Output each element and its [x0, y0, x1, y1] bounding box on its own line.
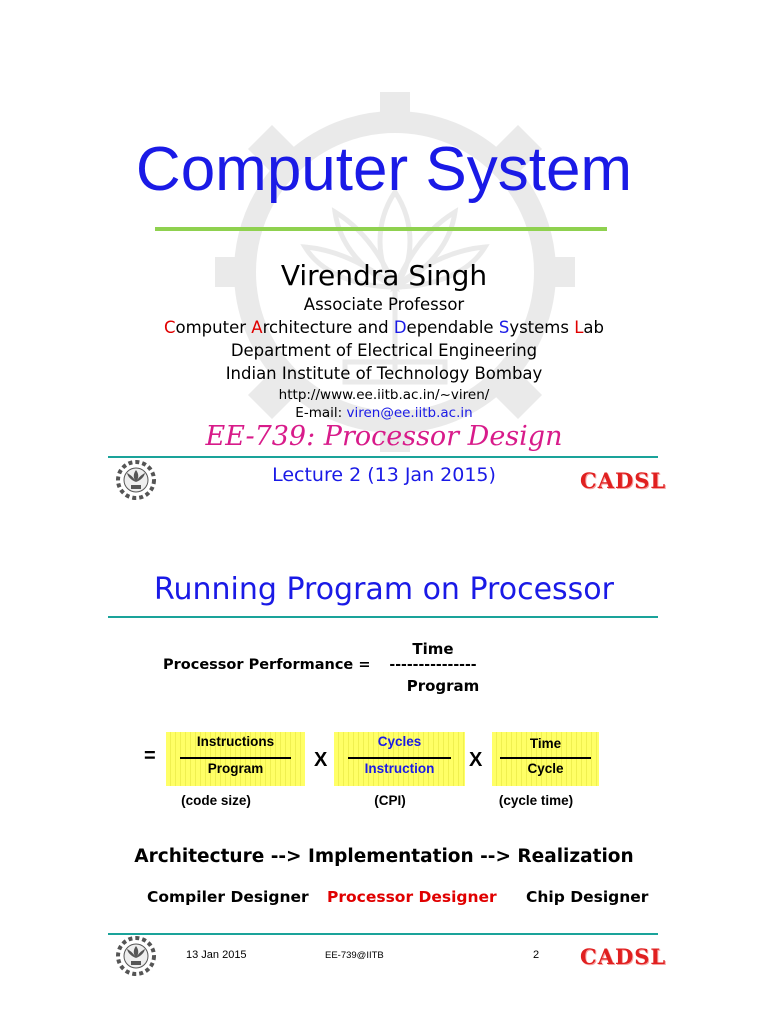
- cycle-time-caption: (cycle time): [498, 793, 574, 808]
- email-link[interactable]: viren@ee.iitb.ac.in: [346, 405, 473, 421]
- lab-name-part: ab: [583, 318, 605, 337]
- time-box: [492, 732, 599, 786]
- perf-label: Processor Performance =: [163, 657, 371, 673]
- chip-designer: Chip Designer: [526, 888, 649, 906]
- fraction-bar: [500, 757, 591, 759]
- cpi-caption: (CPI): [374, 793, 406, 808]
- footer-course: EE-739@IITB: [325, 950, 384, 961]
- slide-title: Computer System: [135, 135, 633, 204]
- lab-name-part: C: [163, 318, 176, 337]
- code-size-caption: (code size): [181, 793, 251, 808]
- lab-name: [0, 317, 768, 339]
- equals-sign: =: [144, 745, 156, 767]
- footer-date: 13 Jan 2015: [186, 949, 247, 961]
- footer-divider: [108, 933, 658, 935]
- processor-designer: Processor Designer: [327, 888, 497, 906]
- lecture-info: Lecture 2 (13 Jan 2015): [272, 464, 496, 486]
- multiply-sign: X: [469, 749, 483, 771]
- author-name: Virendra Singh: [280, 259, 488, 292]
- fraction-bar: [180, 757, 291, 759]
- lab-name-part: A: [251, 318, 263, 337]
- lab-name-part: D: [393, 318, 407, 337]
- lab-name-part: ependable: [406, 318, 499, 337]
- design-flow: Architecture --> Implementation --> Realization: [134, 846, 634, 867]
- course-title: EE-739: Processor Design: [205, 421, 563, 452]
- compiler-designer: Compiler Designer: [147, 888, 309, 906]
- cadsl-brand: CADSL: [580, 944, 667, 969]
- fraction-bar: [348, 757, 451, 759]
- lab-name-part: rchitecture and: [262, 318, 394, 337]
- slide-2-title-divider: [108, 616, 658, 618]
- department: Department of Electrical Engineering: [230, 341, 538, 360]
- instructions-box: [166, 732, 305, 786]
- frac-denominator: Program: [406, 677, 480, 695]
- box-numerator: Instructions: [196, 734, 275, 749]
- frac-numerator: Time: [412, 640, 454, 658]
- box-denominator: Program: [207, 761, 264, 776]
- box-denominator: Cycle: [527, 761, 564, 776]
- institute: Indian Institute of Technology Bombay: [225, 364, 543, 383]
- box-numerator: Time: [529, 736, 562, 751]
- slide-2-title: Running Program on Processor: [154, 572, 614, 607]
- homepage-link[interactable]: http://www.ee.iitb.ac.in/~viren/: [278, 387, 490, 403]
- box-numerator: Cycles: [377, 734, 422, 749]
- footer-page-number: 2: [533, 949, 540, 961]
- cycles-box: [334, 732, 465, 786]
- title-underline: [155, 227, 607, 231]
- lab-name-part: S: [498, 318, 510, 337]
- header-divider: [108, 456, 658, 458]
- multiply-sign: X: [314, 749, 328, 771]
- frac-dashes: ---------------: [389, 657, 477, 673]
- lab-name-part: omputer: [175, 318, 252, 337]
- cadsl-brand: CADSL: [580, 468, 667, 493]
- author-position: Associate Professor: [303, 295, 465, 314]
- iitb-logo-icon: [114, 934, 158, 978]
- box-denominator: Instruction: [364, 761, 435, 776]
- lab-name-part: L: [574, 318, 584, 337]
- lab-name-part: ystems: [509, 318, 575, 337]
- email-label: E-mail:: [295, 405, 347, 421]
